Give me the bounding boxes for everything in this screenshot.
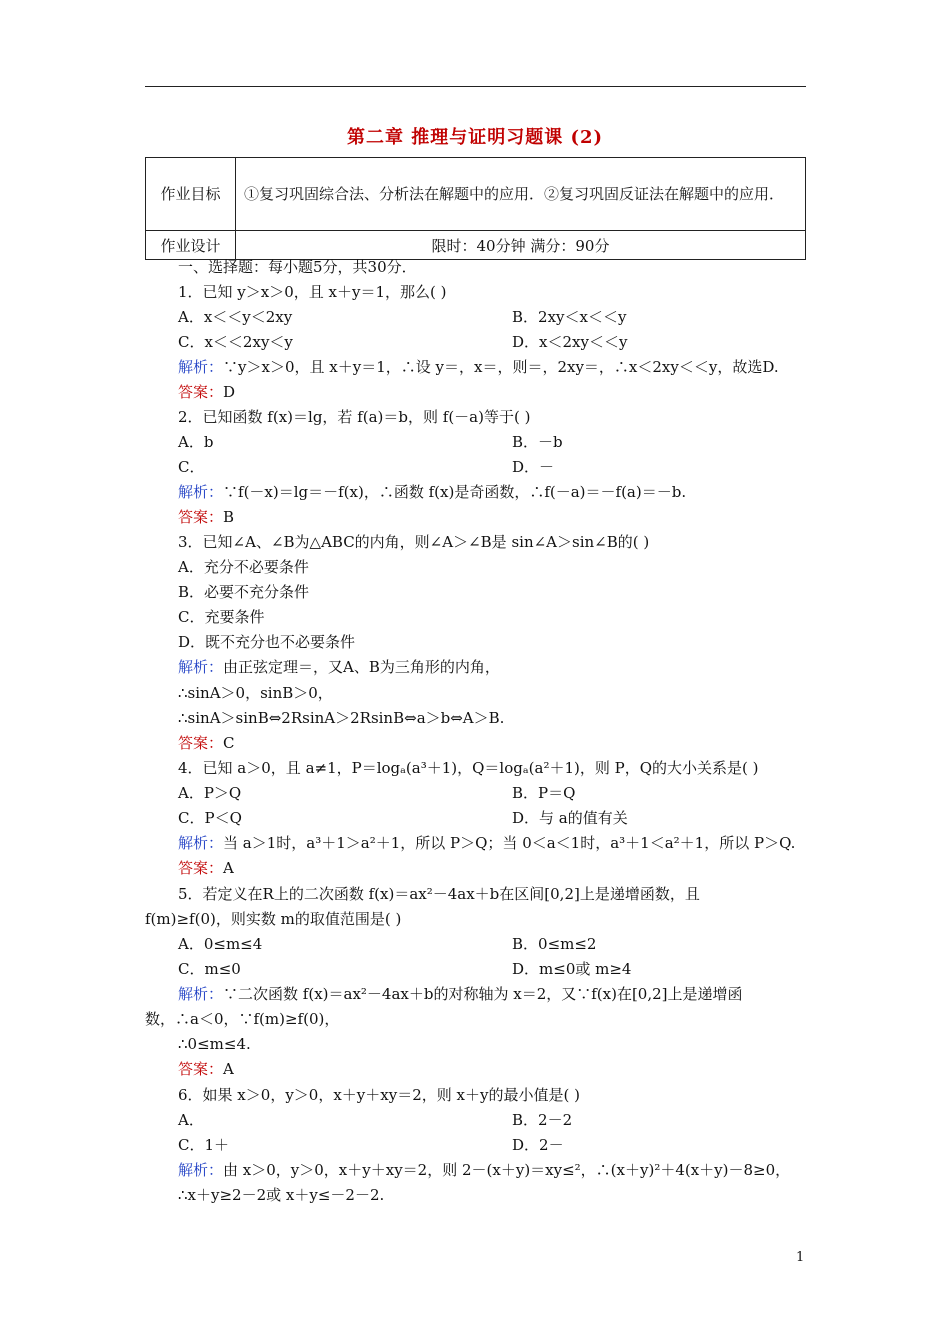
q6-analysis-line2: ∴x＋y≥2－2或 x＋y≤－2－2. — [178, 1186, 385, 1204]
header-rule — [145, 86, 806, 87]
analysis-label: 解析： — [178, 1161, 224, 1179]
q1-option-c: C．x＜＜2xy＜y — [178, 333, 293, 351]
q1-option-d: D．x＜2xy＜＜y — [512, 333, 628, 351]
analysis-label: 解析： — [178, 358, 224, 376]
q4-option-a: A．P＞Q — [178, 784, 242, 802]
q3-option-a: A．充分不必要条件 — [178, 558, 309, 576]
q1-analysis: 解析：∵y＞x＞0，且 x＋y＝1，∴设 y＝，x＝，则＝，2xy＝，∴x＜2xy＜＜y，故选D. — [178, 358, 779, 376]
q3-option-b: B．必要不充分条件 — [178, 583, 310, 601]
q2-answer: 答案：B — [178, 508, 235, 526]
q4-option-c: C．P＜Q — [178, 809, 242, 827]
q3-analysis-line3: ∴sinA＞sinB⇔2RsinA＞2RsinB⇔a＞b⇔A＞B. — [178, 709, 505, 727]
q6-option-a: A． — [178, 1111, 204, 1129]
q4-answer: 答案：A — [178, 859, 234, 877]
q2-option-c: C． — [178, 458, 205, 476]
q5-answer: 答案：A — [178, 1060, 234, 1078]
q5-option-a: A．0≤m≤4 — [178, 935, 263, 953]
answer-label: 答案： — [178, 1060, 224, 1078]
q2-option-d: D．－ — [512, 458, 555, 476]
q6-option-c: C．1＋ — [178, 1136, 230, 1154]
assignment-table — [145, 157, 806, 260]
q6-stem: 6．如果 x＞0，y＞0，x＋y＋xy＝2，则 x＋y的最小值是( ) — [178, 1086, 580, 1104]
q1-answer: 答案：D — [178, 383, 236, 401]
q5-option-b: B．0≤m≤2 — [512, 935, 597, 953]
q1-stem: 1．已知 y＞x＞0，且 x＋y＝1，那么( ) — [178, 283, 447, 301]
q2-option-b: B．－b — [512, 433, 563, 451]
q1-option-b: B．2xy＜x＜＜y — [512, 308, 627, 326]
q3-option-c: C．充要条件 — [178, 608, 265, 626]
analysis-label: 解析： — [178, 834, 224, 852]
analysis-label: 解析： — [178, 985, 224, 1003]
q4-stem: 4．已知 a＞0，且 a≠1，P＝logₐ(a³＋1)，Q＝logₐ(a²＋1)，则 P，Q的大小关系是( ) — [178, 759, 759, 777]
goal-label: 作业目标 — [146, 158, 236, 231]
q2-option-a: A．b — [178, 433, 214, 451]
q5-option-c: C．m≤0 — [178, 960, 241, 978]
section-heading: 一、选择题：每小题5分，共30分． — [178, 258, 417, 276]
goal-content: ①复习巩固综合法、分析法在解题中的应用．②复习巩固反证法在解题中的应用． — [236, 158, 806, 231]
design-label: 作业设计 — [146, 231, 236, 260]
q6-analysis: 解析：由 x＞0，y＞0，x＋y＋xy＝2，则 2－(x＋y)＝xy≤²，∴(x＋y)²＋4(x＋y)－8≥0， — [178, 1161, 791, 1179]
answer-label: 答案： — [178, 859, 224, 877]
q4-option-d: D．与 a的值有关 — [512, 809, 628, 827]
q5-analysis-line3: ∴0≤m≤4. — [178, 1035, 251, 1053]
answer-label: 答案： — [178, 508, 224, 526]
page-title: 第二章 推理与证明习题课 (2) — [346, 127, 604, 148]
q1-option-a: A．x＜＜y＜2xy — [178, 308, 293, 326]
q4-analysis: 解析：当 a＞1时，a³＋1＞a²＋1，所以 P＞Q；当 0＜a＜1时，a³＋1＜a²＋1，所以 P＞Q. — [178, 834, 796, 852]
analysis-label: 解析： — [178, 483, 224, 501]
q5-stem-line2: f(m)≥f(0)，则实数 m的取值范围是( ) — [145, 910, 402, 928]
q5-analysis: 解析：∵二次函数 f(x)＝ax²－4ax＋b的对称轴为 x＝2，又∵f(x)在[0,2]上是递增函 — [178, 985, 743, 1003]
q6-option-b: B．2－2 — [512, 1111, 573, 1129]
q6-option-d: D．2－ — [512, 1136, 564, 1154]
q2-stem: 2．已知函数 f(x)＝lg，若 f(a)＝b，则 f(－a)等于( ) — [178, 408, 531, 426]
design-content: 限时：40分钟 满分：90分 — [236, 231, 806, 260]
q5-stem: 5．若定义在R上的二次函数 f(x)＝ax²－4ax＋b在区间[0,2]上是递增函数，且 — [178, 885, 700, 903]
q3-analysis: 解析：由正弦定理＝，又A、B为三角形的内角， — [178, 658, 500, 676]
q3-stem: 3．已知∠A、∠B为△ABC的内角，则∠A＞∠B是 sin∠A＞sin∠B的( ) — [178, 533, 650, 551]
q2-analysis: 解析：∵f(－x)＝lg＝－f(x)，∴函数 f(x)是奇函数，∴f(－a)＝－f(a)＝－b. — [178, 483, 687, 501]
analysis-label: 解析： — [178, 658, 224, 676]
q4-option-b: B．P＝Q — [512, 784, 576, 802]
q3-analysis-line2: ∴sinA＞0，sinB＞0， — [178, 684, 333, 702]
answer-label: 答案： — [178, 734, 224, 752]
q5-analysis-line2: 数，∴a＜0，∵f(m)≥f(0)， — [145, 1010, 340, 1028]
page-number: 1 — [796, 1250, 805, 1265]
q3-option-d: D．既不充分也不必要条件 — [178, 633, 356, 651]
q5-option-d: D．m≤0或 m≥4 — [512, 960, 632, 978]
answer-label: 答案： — [178, 383, 224, 401]
q3-answer: 答案：C — [178, 734, 235, 752]
